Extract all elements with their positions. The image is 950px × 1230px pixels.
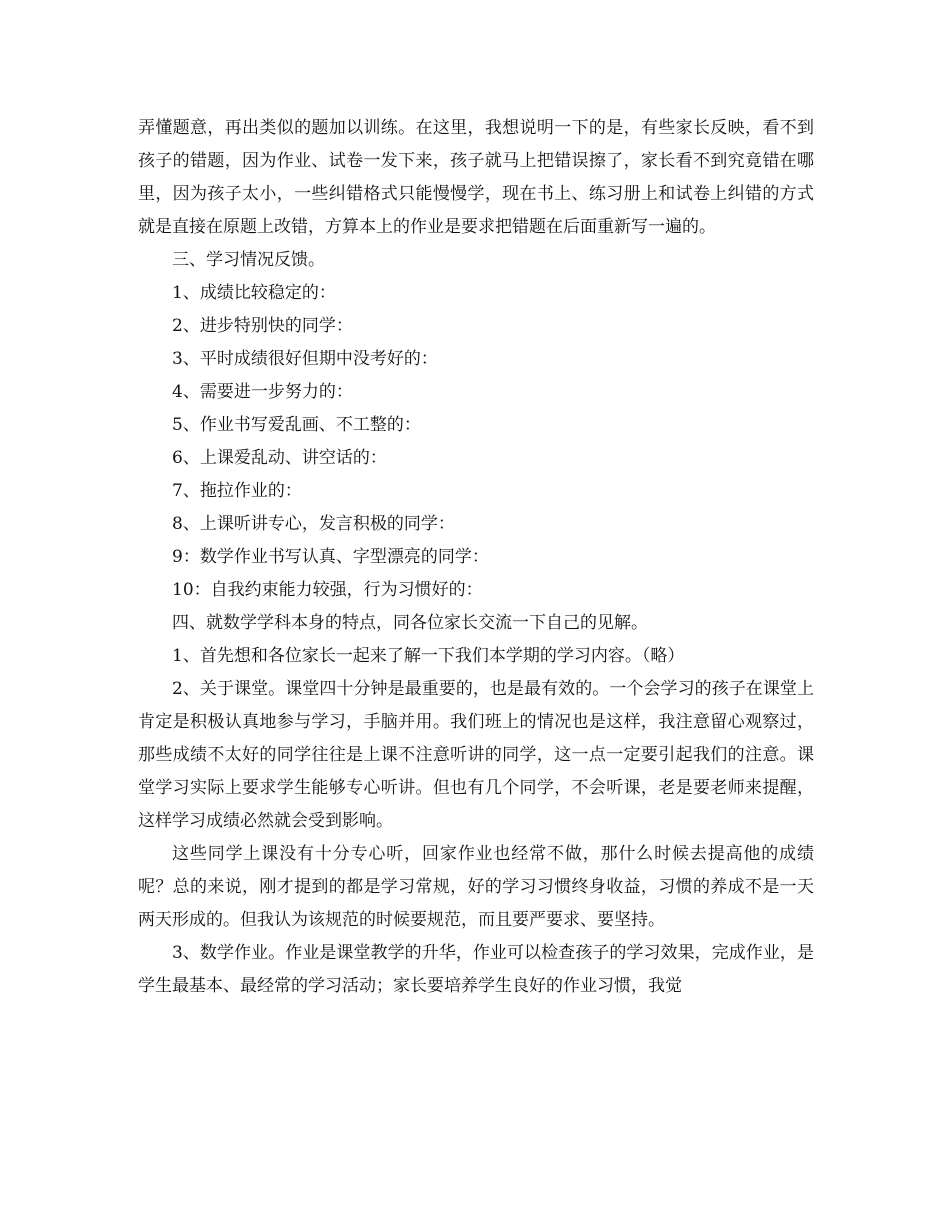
list-item: 4、需要进一步努力的： — [172, 382, 353, 402]
list-item: 10：自我约束能力较强，行为习惯好的： — [172, 580, 483, 600]
paragraph-continuation: 弄懂题意，再出类似的题加以训练。在这里，我想说明一下的是，有些家长反映，看不到孩子的错题，因为作业、试卷一发下来，孩子就马上把错误擦了，家长看不到究竟错在哪里，因为孩子太小，一些纠错格式只能慢慢学，现在书上、练习册上和试卷上纠错的方式就是直接在原题上改错，方算本上的作业是要求把错题在后面重新写一遍的。 — [138, 118, 814, 237]
list-item: 6、上课爱乱动、讲空话的： — [172, 448, 387, 468]
document-body — [138, 112, 814, 1003]
section-heading-four: 四、就数学学科本身的特点，同各位家长交流一下自己的见解。 — [172, 613, 648, 633]
list-item: 5、作业书写爱乱画、不工整的： — [172, 415, 421, 435]
section-heading-three: 三、学习情况反馈。 — [172, 250, 325, 270]
list-item: 7、拖拉作业的： — [172, 481, 302, 501]
paragraph: 3、数学作业。作业是课堂教学的升华，作业可以检查孩子的学习效果，完成作业，是学生最基本、最经常的学习活动；家长要培养学生良好的作业习惯，我觉 — [138, 943, 814, 996]
list-item: 9：数学作业书写认真、字型漂亮的同学： — [172, 547, 489, 567]
list-item: 8、上课听讲专心，发言积极的同学： — [172, 514, 455, 534]
paragraph: 1、首先想和各位家长一起来了解一下我们本学期的学习内容。（略） — [172, 646, 685, 666]
paragraph: 2、关于课堂。课堂四十分钟是最重要的，也是最有效的。一个会学习的孩子在课堂上肯定是积极认真地参与学习，手脑并用。我们班上的情况也是这样，我注意留心观察过，那些成绩不太好的同学往往是上课不注意听讲的同学，这一点一定要引起我们的注意。课堂学习实际上要求学生能够专心听讲。但也有几个同学，不会听课，老是要老师来提醒，这样学习成绩必然就会受到影响。 — [138, 679, 814, 831]
list-item: 3、平时成绩很好但期中没考好的： — [172, 349, 438, 369]
list-item: 2、进步特别快的同学： — [172, 316, 353, 336]
list-item: 1、成绩比较稳定的： — [172, 283, 336, 303]
paragraph: 这些同学上课没有十分专心听，回家作业也经常不做，那什么时候去提高他的成绩呢？总的来说，刚才提到的都是学习常规，好的学习习惯终身收益，习惯的养成不是一天两天形成的。但我认为该规范的时候要规范，而且要严要求、要坚持。 — [138, 844, 814, 930]
